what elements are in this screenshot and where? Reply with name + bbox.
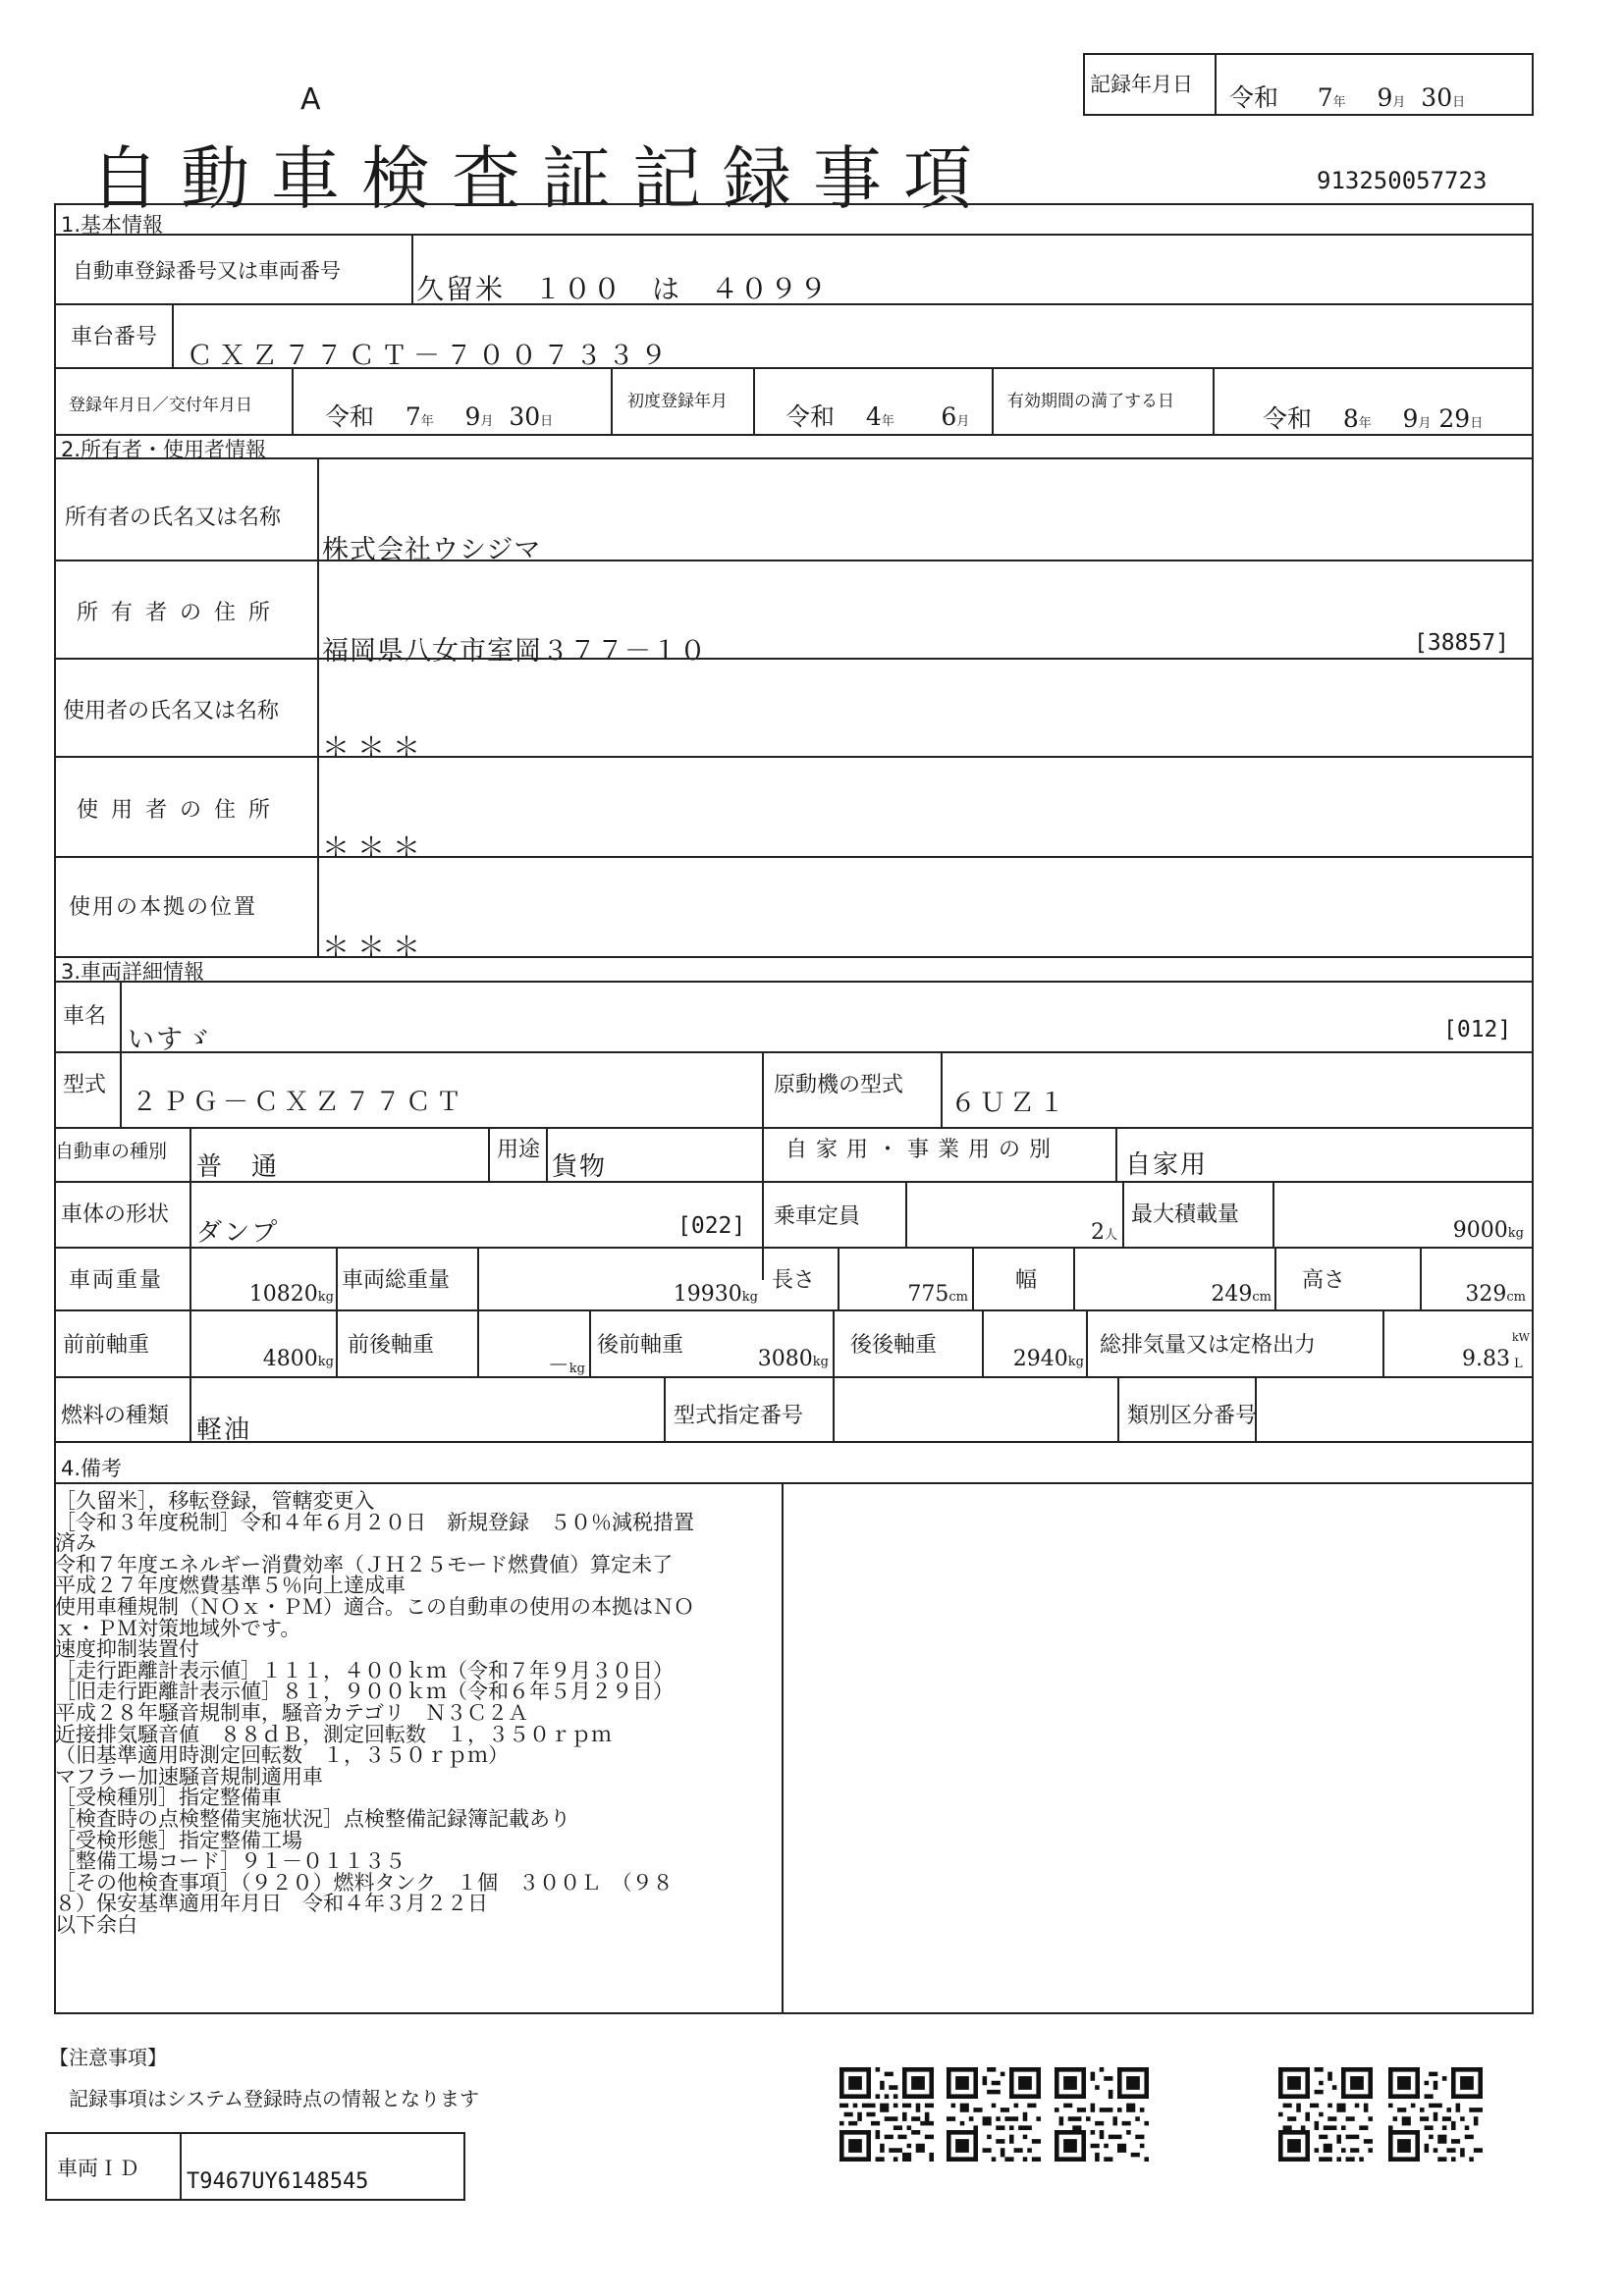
private-business-label: 自 家 用 ・ 事 業 用 の 別 (785, 1138, 1052, 1162)
first-reg-value: 令和 4年 6月 (785, 402, 970, 431)
qr-code-1 (839, 2067, 934, 2162)
displacement-value: 9.83 (1462, 1347, 1510, 1371)
remark-line: 平成２８年騒音規制車，騒音カテゴリ Ｎ３Ｃ２Ａ (55, 1700, 529, 1725)
remark-line: 平成２７年度燃費基準５％向上達成車 (55, 1574, 406, 1598)
remark-line: 使用車種規制（ＮＯｘ・ＰＭ）適合。この自動車の使用の本拠はＮＯ (55, 1594, 694, 1619)
displacement-label: 総排気量又は定格出力 (1100, 1333, 1317, 1358)
owner-address-code: [38857] (1414, 630, 1509, 656)
front-front-axle-value: 4800kg (262, 1347, 334, 1371)
remark-line: ［検査時の点検整備実施状況］点検整備記録簿記載あり (55, 1806, 570, 1831)
car-name-value: いすゞ (128, 1025, 213, 1055)
max-load-label: 最大積載量 (1131, 1202, 1240, 1227)
rear-front-axle-label: 後前軸重 (597, 1333, 684, 1358)
expiry-label: 有効期間の満了する日 (1007, 392, 1174, 411)
section-remarks: 4.備考 (61, 1457, 123, 1480)
front-rear-axle-label: 前後軸重 (348, 1333, 435, 1358)
remark-line: ［走行距離計表示値］１１１，４００ｋｍ（令和７年９月３０日） (55, 1658, 674, 1682)
gross-weight-value: 19930kg (673, 1282, 758, 1307)
expiry-value: 令和 8年 9月 29日 (1263, 404, 1484, 433)
remark-line: 済み (55, 1531, 96, 1556)
width-label: 幅 (1015, 1268, 1038, 1293)
remark-line: ［令和３年度税制］令和４年６月２０日 新規登録 ５０％減税措置 (55, 1510, 694, 1534)
displacement-unit-kw: kW (1512, 1331, 1530, 1344)
notes-title: 【注意事項】 (49, 2046, 167, 2069)
designation-number-label: 型式指定番号 (674, 1404, 804, 1428)
qr-code-2 (947, 2067, 1041, 2162)
front-rear-axle-value: －kg (547, 1354, 585, 1378)
gross-weight-label: 車両総重量 (342, 1268, 451, 1293)
vehicle-type-label: 自動車の種別 (55, 1141, 168, 1162)
user-name-value: ＊＊＊ (322, 731, 429, 764)
body-shape-value: ダンプ (196, 1218, 280, 1248)
engine-model-label: 原動機の型式 (774, 1073, 904, 1097)
car-name-code: [012] (1443, 1017, 1512, 1042)
fuel-type-value: 軽油 (196, 1415, 252, 1445)
remark-line: ［整備工場コード］９１－０１１３５ (55, 1849, 406, 1874)
remark-line: ［久留米］，移転登録，管轄変更入 (55, 1489, 375, 1513)
remark-line: ［受検種別］指定整備車 (55, 1786, 282, 1810)
chassis-label: 車台番号 (71, 325, 158, 349)
document-number: 913250057723 (1317, 167, 1488, 194)
body-shape-code: [022] (677, 1213, 746, 1239)
remark-line: マフラー加速騒音規制適用車 (55, 1764, 323, 1789)
reg-number-value: 久留米 １００ は ４０９９ (416, 273, 830, 305)
record-date-value: 令和 7年 9月 30日 (1229, 83, 1466, 112)
remark-line: ｘ・ＰＭ対策地域外です。 (55, 1616, 301, 1640)
model-label: 型式 (63, 1073, 107, 1097)
page-title: 自動車検査証記録事項 (90, 138, 994, 219)
issue-date-value: 令和 7年 9月 30日 (325, 402, 554, 431)
height-value: 329cm (1465, 1282, 1526, 1307)
capacity-label: 乗車定員 (774, 1204, 861, 1229)
rear-front-axle-value: 3080kg (757, 1347, 829, 1371)
qr-code-5 (1388, 2067, 1483, 2162)
remark-line: 以下余白 (55, 1912, 137, 1937)
displacement-unit-l: L (1514, 1357, 1523, 1371)
fuel-type-label: 燃料の種類 (61, 1404, 170, 1428)
rear-rear-axle-value: 2940kg (1012, 1347, 1084, 1371)
section-owner-user: 2.所有者・使用者情報 (61, 438, 267, 461)
remark-line: 速度抑制装置付 (55, 1637, 199, 1662)
remark-line: 近接排気騒音値 ８８ｄＢ，測定回転数 １，３５０ｒｐｍ (55, 1722, 612, 1746)
rear-rear-axle-label: 後後軸重 (850, 1333, 938, 1358)
max-load-value: 9000kg (1452, 1218, 1524, 1243)
chassis-value: ＣＸＺ７７ＣＴ－７００７３３９ (187, 341, 673, 371)
owner-address-label: 所 有 者 の 住 所 (77, 601, 273, 625)
user-address-label: 使 用 者 の 住 所 (77, 798, 273, 823)
use-label: 用途 (497, 1138, 541, 1162)
car-name-label: 車名 (63, 1004, 107, 1029)
first-reg-label: 初度登録年月 (627, 392, 728, 411)
remark-line: 令和７年度エネルギー消費効率（ＪＨ２５モード燃費値）算定未了 (55, 1552, 674, 1576)
remark-line: ［旧走行距離計表示値］８１，９００ｋｍ（令和６年５月２９日） (55, 1680, 674, 1704)
use-value: 貨物 (552, 1152, 608, 1182)
remark-line: （旧基準適用時測定回転数 １，３５０ｒｐｍ） (55, 1743, 509, 1768)
qr-code-4 (1278, 2067, 1373, 2162)
base-location-value: ＊＊＊ (322, 931, 429, 963)
model-value: ２ＰＧ－ＣＸＺ７７ＣＴ (132, 1088, 467, 1117)
user-name-label: 使用者の氏名又は名称 (63, 699, 280, 723)
engine-model-value: ６ＵＺ１ (950, 1089, 1069, 1118)
remark-line: ［受検形態］指定整備工場 (55, 1828, 302, 1852)
vehicle-type-value: 普 通 (196, 1152, 280, 1182)
remark-line: ［その他検査事項］（９２０）燃料タンク １個 ３００Ｌ （９８ (55, 1870, 674, 1895)
section-basic-info: 1.基本情報 (61, 213, 164, 237)
capacity-value: 2人 (1090, 1220, 1117, 1245)
category-number-label: 類別区分番号 (1127, 1404, 1258, 1428)
record-date-label: 記録年月日 (1090, 73, 1193, 96)
remark-line: ８）保安基準適用年月日 令和４年３月２２日 (55, 1892, 488, 1916)
length-value: 775cm (907, 1282, 968, 1307)
height-label: 高さ (1302, 1268, 1346, 1293)
length-label: 長さ (772, 1268, 816, 1293)
owner-name-label: 所有者の氏名又は名称 (65, 506, 282, 530)
user-address-value: ＊＊＊ (322, 831, 429, 864)
notes-text: 記録事項はシステム登録時点の情報となります (69, 2087, 479, 2110)
section-vehicle-details: 3.車両詳細情報 (61, 960, 205, 984)
private-business-value: 自家用 (1125, 1150, 1209, 1180)
issue-date-label: 登録年月日／交付年月日 (69, 396, 252, 415)
owner-name-value: 株式会社ウシジマ (322, 535, 542, 565)
front-front-axle-label: 前前軸重 (63, 1333, 150, 1358)
owner-address-value: 福岡県八女市室岡３７７－１０ (322, 636, 707, 667)
vehicle-id-label: 車両ＩＤ (57, 2157, 139, 2180)
vehicle-id-value: T9467UY6148545 (187, 2169, 369, 2194)
width-value: 249cm (1211, 1282, 1272, 1307)
form-mark: A (300, 82, 321, 117)
base-location-label: 使用の本拠の位置 (69, 895, 258, 920)
remarks-list (55, 1491, 782, 1936)
vehicle-weight-value: 10820kg (248, 1282, 334, 1307)
body-shape-label: 車体の形状 (61, 1202, 170, 1227)
qr-code-3 (1055, 2067, 1149, 2162)
reg-number-label: 自動車登録番号又は車両番号 (73, 259, 341, 283)
vehicle-weight-label: 車両重量 (69, 1268, 164, 1293)
